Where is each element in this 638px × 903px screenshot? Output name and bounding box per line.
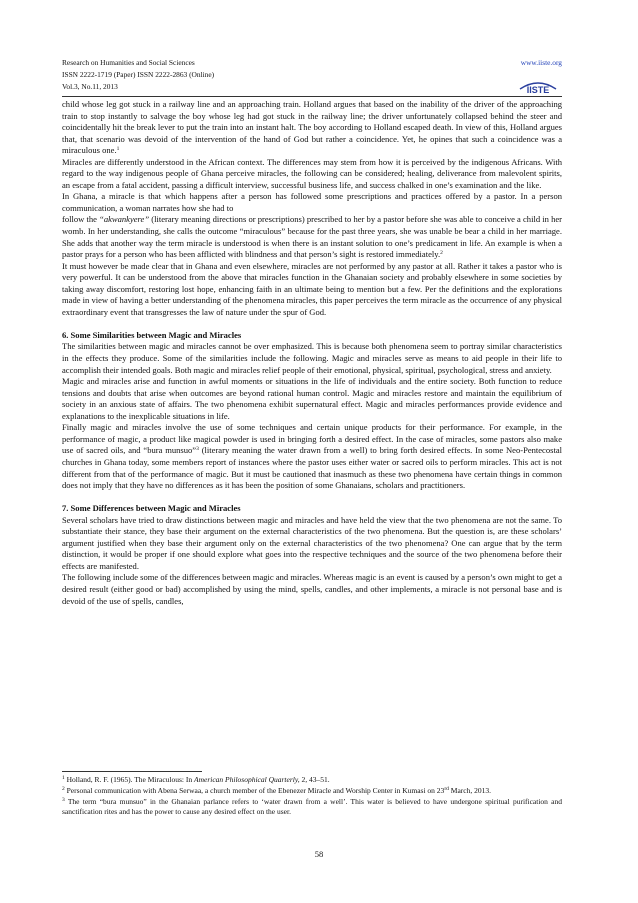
footnote-ref[interactable]: 1 bbox=[116, 146, 120, 153]
iiste-logo-icon bbox=[514, 75, 562, 95]
footnote: $^3$ The term “bura munsuo” in the Ghanaian parlance refers to ‘water drawn from a well’. This water is believed to have undergone spiritual purification and sanctification rites and has the power to cause any desired effect on the user. bbox=[62, 796, 562, 816]
logo-text: IISTE bbox=[526, 85, 550, 95]
paragraph: It must however be made clear that in Ghana and even elsewhere, miracles are not performed by any pastor at all. Rather it takes a pastor who is very powerful. It can be understood from the above that miracles function in the Ghanaian society and probably elsewhere in some societies by taking away discomfort, restoring lost hope, enhancing faith in an ultimate being to mention but a few. Per the definitions and the explorations made in view of having a better understanding of the phenomena miracles, this paper perceives the term miracle as the occurrence of any physical extraordinary event that transgresses the law of nature under the spur of God. bbox=[62, 260, 562, 317]
footnote-divider bbox=[62, 771, 202, 772]
section-heading: 7. Some Differences between Magic and Miracles bbox=[62, 503, 241, 514]
paragraph: follow the “akwankyere” (literary meaning directions or prescriptions) prescribed to her by a pastor before she was able to conceive a child in her womb. In her understanding, she calls the outcome “miraculous” because for the past three years, she was unable be bear a child in her marriage. She adds that another way the term miracle is understood is when there is an instant solution to one’s predicament in life. An example is when a pastor prays for a person who has been afflicted with blindness and that person’s sight is restored immediately.$^2$ bbox=[62, 214, 562, 260]
page-number: 58 bbox=[314, 849, 324, 859]
paragraph: child whose leg got stuck in a railway line and an approaching train. Holland argues that based on the inability of the driver of the approaching train to stop instantly to salvage the boy whose leg had got stuck in the railway line; the driver unfortunately collapsed behind the steer and coincidentally hit the break lever to put the train into an instant halt. The boy according to Holland escaped death. In view of this, Holland argues that, that scenario was devoid of the intervention of the hand of God but rather a coincidence. Yet, he opines that such a coincidence was a miraculous one.$^1$ bbox=[62, 99, 562, 156]
paragraph: In Ghana, a miracle is that which happens after a person has followed some prescriptions and practices offered by a pastor. In a person communication, a woman narrates how she had to bbox=[62, 191, 562, 213]
paragraph: Several scholars have tried to draw distinctions between magic and miracles and have held the view that the two phenomena are not the same. To substantiate their stance, they base their argument on the external characteristics of the two phenomena. But the question is, are these scholars’ argument justified when they base their argument only on the external characteristics of the two phenomena? One can argue that by the term distinction, it would be proper if one should explore what goes into the respective techniques and the source of the two phenomena before their effects are manifested. bbox=[62, 514, 562, 571]
paragraph: Magic and miracles arise and function in awful moments or situations in the life of individuals and the entire society. Both function to reduce tensions and doubts that arise when outcomes are beyond rational human control. Magic and miracles restore and maintain the equilibrium of society in an anxious state of affairs. The two phenomena exhibit supernatural effect. Magic and miracles performances provide evidence and explanations to the inexplicable situations in life. bbox=[62, 376, 562, 421]
paragraph: The similarities between magic and miracles cannot be over emphasized. This is because both phenomena seem to portray similar characteristics in the effects they produce. Some of the similarities include the following. Magic and miracles serve as means to aid people in their life to accomplish their intended goals. Both magic and miracles relief people of their emotional, physical, spiritual, psychological, stress and anxiety. bbox=[62, 341, 562, 375]
paragraph: Miracles are differently understood in the African context. The differences may stem from how it is perceived by the indigenous Africans. With regard to the way indigenous people of Ghana perceive miracles, the following can be considered; healing, deliverance from malevolent spirits, an escape from a fatal accident, passing a difficult interview, successful business life, and success chalked in one’s examination and the like. bbox=[62, 156, 562, 190]
journal-url-link[interactable]: www.iiste.org bbox=[520, 58, 562, 67]
footnote-ref[interactable]: 3 bbox=[196, 446, 199, 453]
paragraph: Finally magic and miracles involve the use of some techniques and certain unique products for their performance. For example, in the performance of magic, a product like magical powder is used in bringing forth a desired effect. In the case of miracles, some pastors also make use of sacred oils, and “bura munsuo”$^3$ (literary meaning the water drawn from a well) to bring forth desired effects. In some Neo-Pentecostal churches in Ghana today, some members report of instances where the pastor uses either water or sacred oils to perform miracles. This act is not different from that of the performance of magic. But it must be cautioned that inasmuch as these two phenomena have certain things in common does not imply that they have no differences as it has been the position of some Ghanaians, scholars and practitioners. bbox=[62, 422, 562, 491]
section-heading: 6. Some Similarities between Magic and Miracles bbox=[62, 329, 242, 340]
issn-line: ISSN 2222-1719 (Paper) ISSN 2222-2863 (Online) bbox=[62, 70, 215, 79]
paragraph: The following include some of the differences between magic and miracles. Whereas magic is an event is caused by a person’s own might to get a desired result (either good or bad) accomplished by using the mind, spells, candles, and other implements, a miracle is not personal base and is devoid of the use of spells, candles, bbox=[62, 572, 562, 606]
footnote: $^2$ Personal communication with Abena Serwaa, a church member of the Ebenezer Miracle and Worship Center in Kumasi on 23rd March, 2013. bbox=[62, 785, 491, 795]
article-body bbox=[62, 99, 562, 607]
footnotes bbox=[62, 775, 562, 818]
volume-line: Vol.3, No.11, 2013 bbox=[62, 82, 118, 91]
header-divider bbox=[62, 96, 562, 97]
running-header bbox=[62, 57, 562, 93]
footnote-ref[interactable]: 2 bbox=[440, 250, 443, 257]
journal-name: Research on Humanities and Social Sciences bbox=[62, 58, 195, 67]
footnote: $^1$ Holland, R. F. (1965). The Miraculous: In American Philosophical Quarterly, 2, 43–51. bbox=[62, 775, 330, 784]
